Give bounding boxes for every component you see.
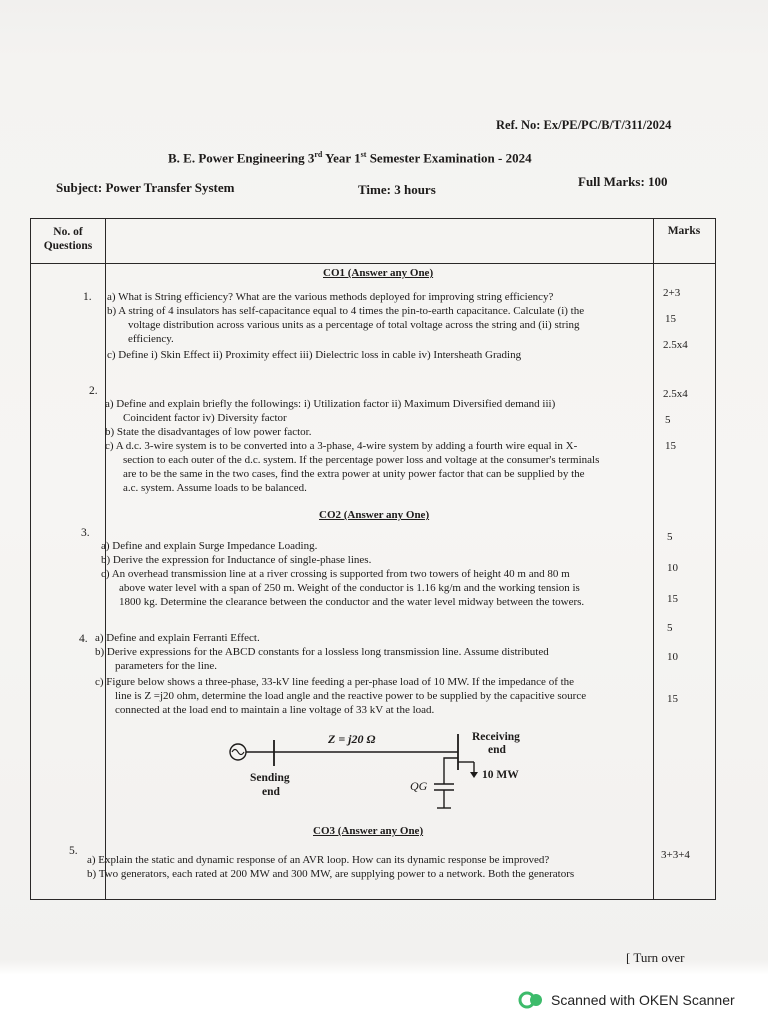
scanner-text: Scanned with OKEN Scanner [551, 992, 735, 1008]
question-1a: a) What is String efficiency? What are the various methods deployed for improving string efficiency? [107, 291, 554, 303]
header-no-of-questions: No. of Questions [43, 226, 93, 252]
scanner-logo-icon [518, 990, 544, 1010]
question-3c-line2: above water level with a span of 250 m. Weight of the conductor is 1.16 kg/m and the working tension is [119, 582, 580, 594]
question-5a: a) Explain the static and dynamic response of an AVR loop. How can its dynamic response be improved? [87, 854, 550, 866]
question-5-number: 5. [69, 845, 78, 857]
scanner-watermark [518, 990, 735, 1010]
capacitor-lead [444, 758, 458, 784]
question-4c-line2: line is Z =j20 ohm, determine the load angle and the reactive power to be supplied by the capacitive source [115, 690, 587, 702]
marks-1b: 15 [665, 313, 676, 325]
question-3b: b) Derive the expression for Inductance of single-phase lines. [101, 554, 372, 566]
receiving-end-label-1: Receiving [472, 731, 520, 743]
column-divider [653, 219, 654, 899]
exam-title: B. E. Power Engineering 3rd Year 1st Semester Examination - 2024 [168, 150, 532, 166]
question-4b-line1: b) Derive expressions for the ABCD constants for a lossless long transmission line. Assume distributed [95, 646, 549, 658]
section-co1: CO1 (Answer any One) [323, 267, 434, 279]
marks-4b: 10 [667, 651, 678, 663]
subject-line: Subject: Power Transfer System [56, 180, 235, 195]
question-3c-line1: c) An overhead transmission line at a river crossing is supported from two towers of height 40 m and 80 m [101, 568, 570, 580]
question-2-number: 2. [89, 385, 98, 397]
question-2a-line2: Coincident factor iv) Diversity factor [123, 412, 287, 424]
question-2c-line3: are to be the same in the two cases, find the extra power at unity power factor that can be supplied by the [123, 468, 585, 480]
question-5b: b) Two generators, each rated at 200 MW and 300 MW, are supplying power to a network. Both the generators [87, 868, 575, 880]
question-1c: c) Define i) Skin Effect ii) Proximity effect iii) Dielectric loss in cable iv) Intersheath Grading [107, 349, 522, 361]
question-1b-line3: efficiency. [128, 333, 174, 345]
section-co2: CO2 (Answer any One) [319, 509, 430, 521]
reference-number: Ref. No: Ex/PE/PC/B/T/311/2024 [496, 118, 672, 132]
question-4-number: 4. [79, 633, 88, 645]
question-3-number: 3. [81, 527, 90, 539]
question-4c-line3: connected at the load end to maintain a line voltage of 33 kV at the load. [115, 704, 435, 716]
impedance-label: Z = j20 Ω [328, 732, 376, 746]
marks-2a: 2.5x4 [663, 388, 688, 400]
header-marks: Marks [667, 225, 701, 237]
marks-1a: 2+3 [663, 287, 681, 299]
question-2a-line1: a) Define and explain briefly the followings: i) Utilization factor ii) Maximum Diversified demand iii) [105, 398, 556, 410]
question-4a: a) Define and explain Ferranti Effect. [95, 632, 260, 644]
circuit-diagram [218, 722, 538, 822]
sending-end-label-1: Sending [250, 772, 290, 784]
question-3a: a) Define and explain Surge Impedance Loading. [101, 540, 318, 552]
marks-3b: 10 [667, 562, 678, 574]
full-marks-line: Full Marks: 100 [578, 174, 668, 189]
question-4b-line2: parameters for the line. [115, 660, 218, 672]
marks-2c: 15 [665, 440, 676, 452]
receiving-end-label-2: end [488, 744, 506, 756]
header-divider [31, 263, 715, 264]
marks-1c: 2.5x4 [663, 339, 688, 351]
question-2c-line2: section to each outer of the d.c. system. If the percentage power loss and voltage at the consumer's terminals [123, 454, 600, 466]
time-line: Time: 3 hours [358, 182, 436, 197]
load-arrowhead-icon [470, 772, 478, 778]
marks-3a: 5 [667, 531, 673, 543]
marks-2b: 5 [665, 414, 671, 426]
sending-end-label-2: end [262, 786, 280, 798]
qg-label: QG [410, 779, 428, 793]
marks-3c: 15 [667, 593, 678, 605]
question-2c-line4: a.c. system. Assume loads to be balanced. [123, 482, 307, 494]
question-3c-line3: 1800 kg. Determine the clearance between the conductor and the water level midway between the towers. [119, 596, 585, 608]
section-co3: CO3 (Answer any One) [313, 825, 424, 837]
question-1b-line2: voltage distribution across various units as a percentage of total voltage across the string and (ii) string [128, 319, 580, 331]
question-1-number: 1. [83, 291, 92, 303]
question-2b: b) State the disadvantages of low power factor. [105, 426, 312, 438]
ac-source-icon [230, 744, 246, 760]
marks-4c: 15 [667, 693, 678, 705]
marks-4a: 5 [667, 622, 673, 634]
marks-5a: 3+3+4 [661, 849, 690, 861]
load-label: 10 MW [482, 769, 519, 781]
question-4c-line1: c) Figure below shows a three-phase, 33-kV line feeding a per-phase load of 10 MW. If the impedance of the [95, 676, 575, 688]
turn-over-note: [ Turn over [626, 950, 685, 965]
question-1b-line1: b) A string of 4 insulators has self-capacitance equal to 4 times the pin-to-earth capacitance. Calculate (i) the [107, 305, 585, 317]
question-2c-line1: c) A d.c. 3-wire system is to be converted into a 3-phase, 4-wire system by adding a fourth wire equal in X- [105, 440, 578, 452]
